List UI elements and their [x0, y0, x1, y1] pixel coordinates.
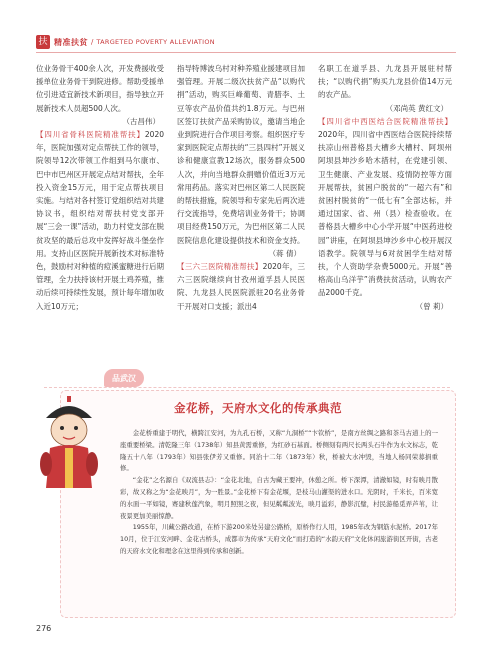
column1-signature: （古昌伟）	[122, 116, 160, 126]
header-separator: /	[91, 38, 94, 46]
column3-paragraph-2	[318, 115, 452, 300]
section-title: 精准扶贫	[54, 37, 88, 47]
feature-badge: 品武汉	[104, 369, 144, 387]
text-column-1	[36, 62, 164, 313]
entry-text: 2020年，医院加强对定点帮扶工作的领导，院领导12次带领工作组到马尔康市、巴中市巴州区开展定点结对帮扶，全年投入资金15万元，用于定点帮扶项目实施。与结对各村签订党组织结对共建协议书，组织结对帮扶村党支部开展“三会一课”活动，助力村党支部在脱贫攻坚的最后总攻中发挥好战斗堡垒作用。支持山区医院开展新技术对标准特色，鼓励村对种植的痘溪蜜糖进行后期管理，全力扶持该村开展土鸡养殖，推动后续可持续性发展，预计每年增加收入近10万元；	[36, 130, 164, 311]
column1-paragraph	[36, 128, 164, 313]
feature-title: 金花桥，天府水文化的传承典范	[174, 401, 342, 415]
column2-signature: （蒋 倩）	[268, 248, 301, 258]
feature-paragraph: 金花桥重建于明代，横跨江安河，为九孔石桥，又称“九洞桥”“卞钦桥”，是南方丝绸之路和茶马古道上的一座重要桥梁。清乾隆三年（1738年）知县黄需重修，为红砂石基面。桥侧刻有两尺长两头石牛作为水文标志，乾隆五十八年（1793年）知县张伊芳又重修。同治十二年（1873年）秋，桥被大水冲毁，当地人杨同荣募捐重修。	[120, 429, 438, 473]
column2-paragraph-1: 指导特博波乌村对种养殖业援建项目加强管理。开展二级次扶贫产品“以购代捐”活动，购买巨峰葡萄、青腊李、土豆等农产品价值共约1.8万元。与巴州区签订扶贫产品采购协议，邀请当地企业到院进行合作项目考察。组织医疗专家到医院定点帮扶的“三县四村”开展义诊和健康宣教12场次，服务群众500人次，并向当地群众捐赠价值近3万元常用药品。落实对巴州区第二人民医院的帮扶措施，院领导和专家先后两次进行交流指导，免费培训业务骨干；协调项目经费150万元，为巴州区第二人民医院信息化建设提供技术和资金支持。	[177, 64, 305, 245]
page-number: 276	[36, 624, 52, 633]
column3-paragraph-1: 名职工在道孚县、九龙县开展驻村帮扶；“以购代捐”购买九龙县价值14万元的农产品。	[318, 64, 452, 100]
section-logo-icon: 扶	[36, 35, 50, 49]
column3-signature-2: （曾 莉）	[415, 301, 448, 311]
column1-intro: 位业务骨干400余人次，开发费援收受援单位业务骨干到院进修。帮助受援单位引进适宜新技术新项目，指导独立开展新技术人员超500人次。	[36, 64, 164, 113]
entry-text: 2020年，三六三医院继续向甘孜州道孚县人民医院、九龙县人民医院派驻20名业务骨干开展对口支援；派出4	[177, 262, 306, 311]
feature-paragraph: “金花”之名源自《双流县志》：“金花北地，自古为藏王要冲，休憩之所。桥下深潭，清澈如镜，时有映月散彩，故又称之为“金花映月”，为一胜景。”金花桥下有金花堰，是枝马山灌渠的进水口。光阴时，千米长，百米宽的水面一平如镜，赛建秋莲汽象，明月照照之夜，但见粼粼波光，映月溢彩，静影沉璧，村民游船觅弄芦苇，让夜景更加美丽惊静。	[120, 476, 438, 520]
column2-paragraph-2	[177, 260, 305, 313]
entry-text: 2020年，四川省中西医结合医院持续帮扶凉山州普格县大槽乡大槽村、阿坝州阿坝县坤沙乡哈木措村，在党建引领、卫生健康、产业发展、疫情防控等方面开展帮扶，贫困户脱贫的“一超六有”和贫困村脱贫的“一低七有”全部达标，并通过国家、省、州（县）检查验收。在普格县大槽乡中心小学开展“中医药进校园”讲座，在阿坝县坤沙乡中心校开展汉语教学。院领导与6对贫困学生结对帮扶，个人资助学杂费5000元。开展“善格高山乌洋芋”消费扶贫活动，认购农产品2000千克。	[318, 130, 452, 298]
feature-paragraph: 1955年，川藏公路改道，在桥下游200米处另建公路桥，原桥作行人用，1985年改为钢筋水泥桥。2017年10月，位于江安河畔、金花古桥头，成都市为传承“天府文化”而打造的“水韵天府”文化休闲旅游街区开街，古老的天府水文化和理念在这里得到传承和创新。	[120, 523, 438, 555]
section-subtitle: TARGETED POVERTY ALLEVIATION	[96, 38, 215, 46]
entry-tag: 【四川省骨科医院精准帮扶】	[36, 130, 145, 140]
running-header	[36, 34, 456, 50]
text-column-2	[177, 62, 305, 313]
text-column-3	[318, 62, 452, 313]
feature-body	[120, 428, 438, 558]
header-divider	[36, 52, 456, 53]
entry-tag: 【三六三医院精准帮扶】	[177, 262, 263, 272]
column3-signature-1: （邓尚英 黄红文）	[385, 103, 448, 113]
entry-tag: 【四川省中西医结合医院精准帮扶】	[318, 116, 452, 126]
